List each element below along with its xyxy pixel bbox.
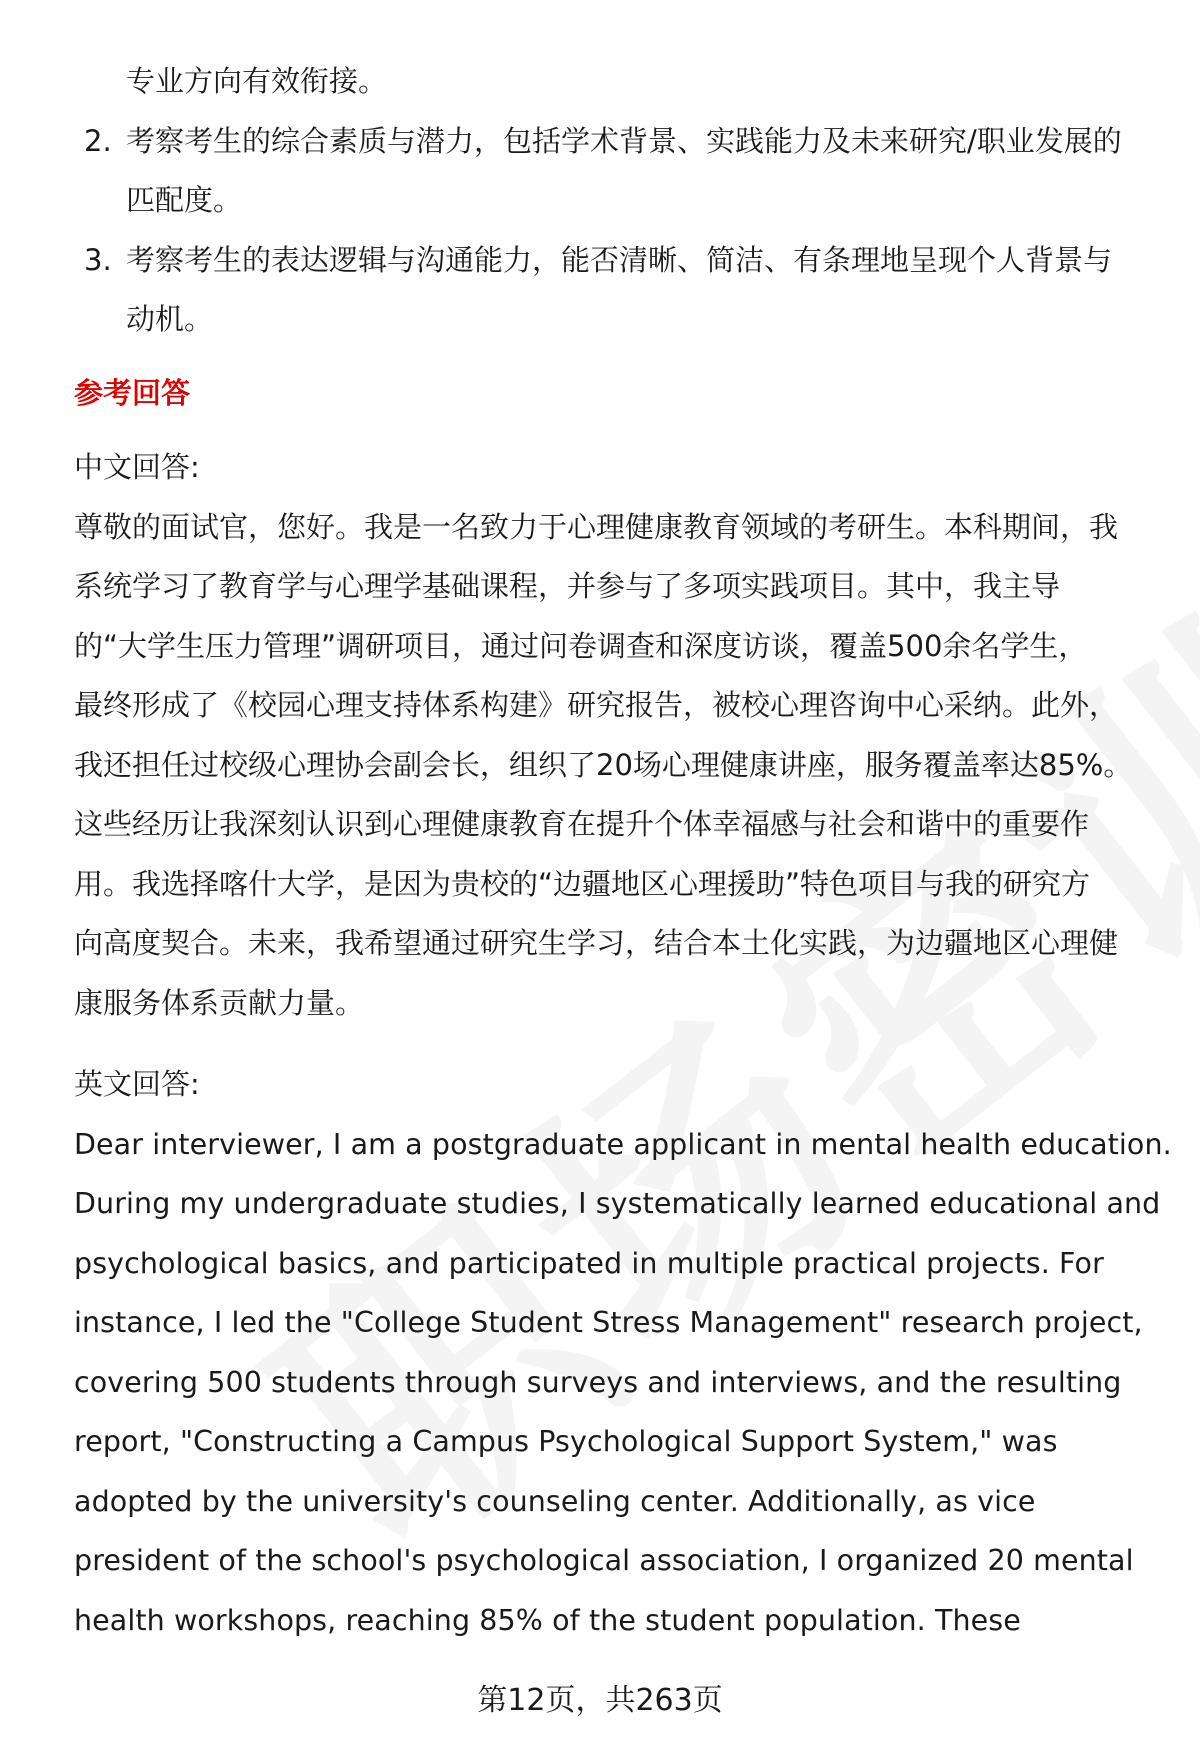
chinese-answer-label: 中文回答: xyxy=(74,450,200,484)
paragraph-line: covering 500 students through surveys and interviews, and the resulting xyxy=(74,1365,1122,1399)
list-number: 3. xyxy=(84,242,112,277)
list-item-text: 考察考生的综合素质与潜力，包括学术背景、实践能力及未来研究/职业发展的 xyxy=(126,123,1122,158)
list-item-2 xyxy=(74,112,1154,172)
paragraph-line: adopted by the university's counseling center. Additionally, as vice xyxy=(74,1484,1036,1518)
section-heading: 参考回答 xyxy=(74,375,191,410)
paragraph-line: report, "Constructing a Campus Psychological Support System," was xyxy=(74,1425,1058,1458)
paragraph-line: 康服务体系贡献力量。 xyxy=(74,985,365,1020)
paragraph-line: 尊敬的面试官，您好。我是一名致力于心理健康教育领域的考研生。本科期间，我 xyxy=(74,509,1119,544)
paragraph-line: 用。我选择喀什大学，是因为贵校的“边疆地区心理援助”特色项目与我的研究方 xyxy=(74,866,1091,901)
paragraph-line: 系统学习了教育学与心理学基础课程，并参与了多项实践项目。其中，我主导 xyxy=(74,569,1061,603)
paragraph-line: 我还担任过校级心理协会副会长，组织了20场心理健康讲座，服务覆盖率达85%。 xyxy=(74,747,1133,782)
paragraph-line: health workshops, reaching 85% of the student population. These xyxy=(74,1603,1021,1637)
paragraph-line: 最终形成了《校园心理支持体系构建》研究报告，被校心理咨询中心采纳。此外， xyxy=(74,688,1119,722)
paragraph-line: 向高度契合。未来，我希望通过研究生学习，结合本土化实践，为边疆地区心理健 xyxy=(74,926,1119,960)
list-item-1-continuation: 专业方向有效衔接。 xyxy=(126,64,388,98)
paragraph-line: 的“大学生压力管理”调研项目，通过问卷调查和深度访谈，覆盖500余名学生， xyxy=(74,628,1088,663)
paragraph-line: instance, I led the "College Student Stress Management" research project, xyxy=(74,1306,1143,1339)
english-answer xyxy=(74,1115,1172,1651)
english-answer-label: 英文回答: xyxy=(74,1067,200,1101)
page-number: 第12页，共263页 xyxy=(477,1683,723,1718)
paragraph-line: psychological basics, and participated in multiple practical projects. For xyxy=(74,1246,1104,1280)
chinese-answer xyxy=(74,498,1154,1034)
list-number: 2. xyxy=(84,123,112,158)
paragraph-line: 这些经历让我深刻认识到心理健康教育在提升个体幸福感与社会和谐中的重要作 xyxy=(74,807,1090,841)
paragraph-line: president of the school's psychological association, I organized 20 mental xyxy=(74,1544,1134,1577)
list-item-2-continuation: 匹配度。 xyxy=(126,183,243,217)
paragraph-line: During my undergraduate studies, I systematically learned educational and xyxy=(74,1187,1161,1220)
paragraph-line: Dear interviewer, I am a postgraduate applicant in mental health education. xyxy=(74,1127,1172,1161)
list-item-3 xyxy=(74,231,1154,291)
document-body xyxy=(74,52,1172,1650)
list-item-3-continuation: 动机。 xyxy=(126,302,214,336)
list-item-text: 考察考生的表达逻辑与沟通能力，能否清晰、简洁、有条理地呈现个人背景与 xyxy=(126,242,1113,277)
